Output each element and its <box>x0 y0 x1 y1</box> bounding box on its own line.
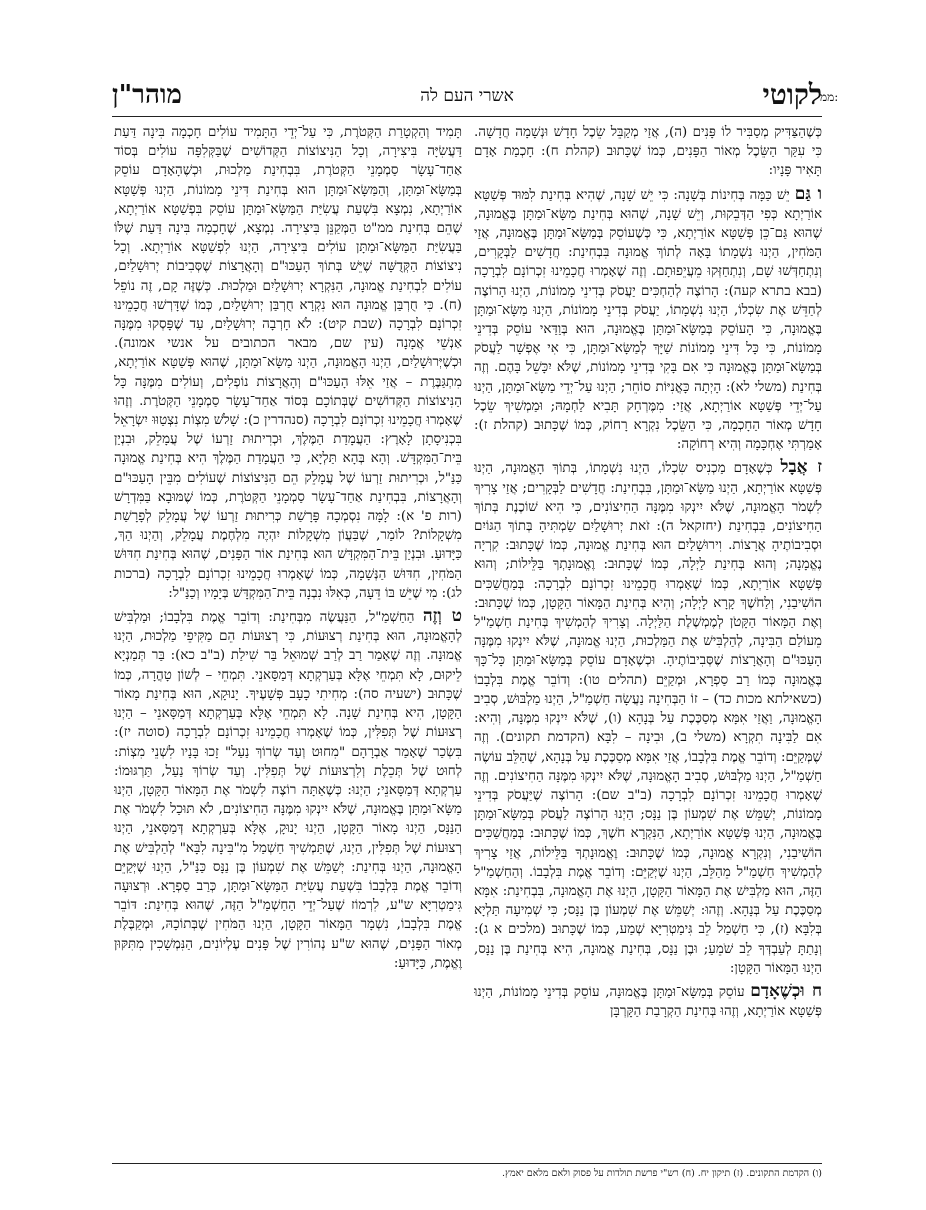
paragraph-text: כְּשֶׁהַצַּדִּיק מְסַבִּיר לוֹ פָּנִים (ה), אֲזַי מְקַבֵּל שֵׂכֶל חָדָשׁ וּנְשָׁמָה חֲדָשָׁה. כִּי עִקַּר הַשֵּׂכֶל מְאוֹר הַפָּנִים, כְּמוֹ שֶׁכָּתוּב (קהלת ח): חָכְמַת אָדָם תָּאִיר פָּנָיו: <box>474 125 822 179</box>
left-column <box>114 122 462 1180</box>
paragraph-text: תָּמִיד וְהַקְטָרַת הַקְּטֹרֶת, כִּי עַל־יְדֵי הַתָּמִיד עוֹלִים חָכְמָה בִּינָה דַּעַת דַּעֲשִׂיָּה בִּיצִירָה, וְכָל הַנִּיצוֹצוֹת הַקְּדוֹשִׁים שֶׁבַּקְּלִפָּה עוֹלִים בְּסוֹד אַחַד־עָשָׂר סַמְמָנֵי הַקְּטֹרֶת, בִּבְחִינַת מַלְכוּת, וּכְשֶׁהָאָדָם עוֹסֵק בְּמַשָּׂא־וּמַתָּן, וְהַמַּשָּׂא־וּמַתָּן הוּא בְּחִינַת דִּינֵי מָמוֹנוֹת, הַיְנוּ פְּשַׁטָּא אוֹרַיְתָא, נִמְצָא בִּשְׁעַת עֲשִׂיַּת הַמַּשָּׂא־וּמַתָּן עוֹסֵק בִּפְשַׁטָּא אוֹרַיְתָא, שֶׁהֵם בְּחִינַת ממ"ט הַמְּקַנֵּן בִּיצִירָה. נִמְצָא, שֶׁחָכְמָה בִּינָה דַּעַת שֶׁלּוֹ בַּעֲשִׂיַּת הַמַּשָּׂא־וּמַתָּן עוֹלִים בִּיצִירָה, הַיְנוּ לִפְשַׁטָּא אוֹרַיְתָא. וְכָל נִיצוֹצוֹת הַקְּדֻשָּׁה שֶׁיֵּשׁ בְּתוֹךְ הָעַכּוּ"ם וְהָאֲרָצוֹת שֶׁסְּבִיבוֹת יְרוּשָׁלַיִם, עוֹלִים לִבְחִינַת אֱמוּנָה, הַנִּקְרָא יְרוּשָׁלַיִם וּמַלְכוּת. כְּשֶׁזֶּה קָם, זֶה נוֹפֵל (ח). כִּי חֻרְבַּן אֱמוּנָה הוּא נִקְרָא חֻרְבַּן יְרוּשָׁלַיִם, כְּמוֹ שֶׁדָּרְשׁוּ חֲכָמֵינוּ זִכְרוֹנָם לִבְרָכָה (שבת קיט): לֹא חָרְבָה יְרוּשָׁלַיִם, עַד שֶׁפָּסְקוּ מִמֶּנָּה אַנְשֵׁי אֲמָנָה (עין שם, מבאר הכתובים על אנשי אמונה). וּכְשֶׁיְּרוּשָׁלַיִם, הַיְנוּ הָאֱמוּנָה, הַיְנוּ מַשָּׂא־וּמַתָּן, שֶׁהוּא פְּשַׁטָּא אוֹרַיְתָא, מִתְגַּבֶּרֶת – אֲזַי אֵלּוּ הָעַכּוּ"ם וְהָאֲרָצוֹת נוֹפְלִים, וְעוֹלִים מִמֶּנָּה כָּל הַנִּיצוֹצוֹת הַקְּדוֹשִׁים שֶׁבְּתוֹכָם בְּסוֹד אַחַד־עָשָׂר סַמְמָנֵי הַקְּטֹרֶת. וְזֶהוּ שֶׁאָמְרוּ חֲכָמֵינוּ זִכְרוֹנָם לִבְרָכָה (סנהדרין כ): שָׁלֹשׁ מִצְוֹת נִצְטַוּוּ יִשְׂרָאֵל בִּכְנִיסָתָן לָאָרֶץ: הַעֲמָדַת הַמֶּלֶךְ, וּכְרִיתוּת זַרְעוֹ שֶׁל עֲמָלֵק, וּבִנְיַן בֵּית־הַמִּקְדָּשׁ. וְהָא בְּהָא תַּלְיָא, כִּי הַעֲמָדַת הַמֶּלֶךְ הִיא בְּחִינַת אֱמוּנָה כַּנַּ"ל, וּכְרִיתוּת זַרְעוֹ שֶׁל עֲמָלֵק הֵם הַנִּיצוֹצוֹת שֶׁעוֹלִים מִבֵּין הָעַכּוּ"ם וְהָאֲרָצוֹת, בִּבְחִינַת אַחַד־עָשָׂר סַמְמָנֵי הַקְּטֹרֶת, כְּמוֹ שֶׁמּוּבָא בַּמִּדְרָשׁ (רות פ' א): לָמָּה נִסְמְכָה פָּרָשַׁת כְּרִיתוּת זַרְעוֹ שֶׁל עֲמָלֵק לְפָרָשַׁת מִשְׁקָלוֹת? לוֹמַר, שֶׁבַּעֲוֹן מִשְׁקָלוֹת יִהְיֶה מִלְחֶמֶת עֲמָלֵק, וְהַיְנוּ הַךְ, כַּיָּדוּעַ. וּבִנְיַן בֵּית־הַמִּקְדָּשׁ הוּא בְּחִינַת אוֹר הַפָּנִים, שֶׁהוּא בְּחִינַת חִדּוּשׁ הַמֹּחִין, חִדּוּשׁ הַנְּשָׁמָה, כְּמוֹ שֶׁאָמְרוּ חֲכָמֵינוּ זִכְרוֹנָם לִבְרָכָה (ברכות לג): מִי שֶׁיֵּשׁ בּוֹ דֵּעָה, כְּאִלּוּ נִבְנָה בֵּית־הַמִּקְדָּשׁ בְּיָמָיו וְכַנַּ"ל: <box>114 125 462 601</box>
paragraph <box>474 185 822 455</box>
paragraph <box>114 122 462 603</box>
book-title-right: לקוטי <box>762 78 822 111</box>
section-lead: ו גַּם <box>794 183 822 204</box>
paragraph-text: הַחַשְׁמַ"ל, הַנַּעֲשֶׂה מִבְּחִינַת: וְדוֹבֵר אֱמֶת בִּלְבָבוֹ; וּמַלְבִּישׁ לְהָאֱמוּנָה, הוּא בְּחִינַת רְצוּעוֹת, כִּי רְצוּעוֹת הֵם מַקִּיפֵי מַלְכוּת, הַיְנוּ אֱמוּנָה. וְזֶה שֶׁאָמַר רַב לְרַב שְׁמוּאֵל בַּר שִׁילַת (ב"ב כא): בַּר תְּמַנְיָא לֵיקוּם, לָא תִּמְחֵי אֶלָּא בְּעַרְקְתָא דְּמַסָּאנֵי. תִּמְחֵי – לְשׁוֹן טָהֳרָה, כְּמוֹ שֶׁכָּתוּב (ישעיה סה): מְחִיתִי כָעָב פְּשָׁעֶיךָ. יָנוּקָא, הוּא בְּחִינַת מָאוֹר הַקָּטָן, הִיא בְּחִינַת שָׁנָה. לָא תִּמְחֵי אֶלָּא בְּעַרְקְתָא דְּמַסָּאנֵי – הַיְנוּ רְצוּעוֹת שֶׁל תְּפִלִּין, כְּמוֹ שֶׁאָמְרוּ חֲכָמֵינוּ זִכְרוֹנָם לִבְרָכָה (סוטה יז): בִּשְׂכַר שֶׁאָמַר אַבְרָהָם "מִחוּט וְעַד שְׂרוֹךְ נַעַל" זָכוּ בָּנָיו לִשְׁנֵי מִצְוֹת: לְחוּט שֶׁל תְּכֵלֶת וְלִרְצוּעוֹת שֶׁל תְּפִלִּין. וְעַד שְׂרוֹךְ נַעַל, תַּרְגּוּמוֹ: עַרְקְתָא דְּמַסָּאנֵי; הַיְנוּ: כְּשֶׁאַתָּה רוֹצֶה לִשְׁמֹר אֶת הַמָּאוֹר הַקָּטָן, הַיְנוּ מַשָּׂא־וּמַתָּן בֶּאֱמוּנָה, שֶׁלֹּא יִינְקוּ מִמֶּנָּה הַחִיצוֹנִים, לֹא תּוּכַל לִשְׁמֹר אֶת הַנַּנָּס, הַיְנוּ מָאוֹר הַקָּטָן, הַיְנוּ יָנוּקָ, אֶלָּא בְּעַרְקְתָא דְּמַסָּאנֵי, הַיְנוּ רְצוּעוֹת שֶׁל תְּפִלִּין, הַיְנוּ, שֶׁתַּמְשִׁיךְ חַשְׁמַל מִ"בִּינָה לִבָּא" לְהַלְבִּישׁ אֶת הָאֱמוּנָה, הַיְנוּ בְּחִינַת: יְשַׁמֵּשׁ אֶת שִׁמְעוֹן בֶּן נַנָּס כַּנַּ"ל, הַיְנוּ שֶׁיְּקַיֵּם וְדוֹבֵר אֱמֶת בִּלְבָבוֹ בִּשְׁעַת עֲשִׂיַּת הַמַּשָּׂא־וּמַתָּן, כְּרַב סַפְרָא. וּרְצוּעָה גִּימַטְרִיָּא ש"ע, לִרְמוֹז שֶׁעַל־יְדֵי הַחַשְׁמַ"ל הַזֶּה, שֶׁהוּא בְּחִינַת: דּוֹבֵר אֱמֶת בִּלְבָבוֹ, נִשְׁמָר הַמָּאוֹר הַקָּטָן, הַיְנוּ הַמֹּחִין שֶׁבְּתוֹכָהּ, וּמְקַבֶּלֶת מְאוֹר הַפָּנִים, שֶׁהוּא ש"ע נְהוֹרִין שֶׁל פָּנִים עֶלְיוֹנִים, הַנִּמְשָׁכִין מִתִּקּוּן וֶאֱמֶת, כַּיָּדוּעַ: <box>114 610 462 971</box>
paragraph <box>474 458 822 977</box>
paragraph <box>114 607 462 973</box>
right-column <box>474 122 822 1180</box>
section-lead: ט וְזֶה <box>422 606 462 627</box>
paragraph-text: יֵשׁ כַּמָּה בְּחִינוֹת בְּשָׁנָה: כִּי יֵשׁ שָׁנָה, שֶׁהִיא בְּחִינַת לִמּוּד פְּשַׁטָּא אוֹרַיְתָא כְּפִי הַדְּבֵקוּת, וְיֵשׁ שָׁנָה, שֶׁהוּא בְּחִינַת מַשָּׂא־וּמַתָּן בֶּאֱמוּנָה, שֶׁהוּא גַּם־כֵּן פְּשַׁטָּא אוֹרַיְתָא, כִּי כְּשֶׁעוֹסֵק בְּמַשָּׂא־וּמַתָּן בֶּאֱמוּנָה, אֲזַי הַמֹּחִין, הַיְנוּ נִשְׁמָתוֹ בָּאָה לְתוֹךְ אֱמוּנָה בִּבְחִינַת: חֲדָשִׁים לַבְּקָרִים, וְנִתְחַדְּשׁוּ שָׁם, וְנִתְחַזְּקוּ מֵעֲיֵפוּתָם. וְזֶה שֶׁאָמְרוּ חֲכָמֵינוּ זִכְרוֹנָם לִבְרָכָה (בבא בתרא קעה): הָרוֹצֶה לְהַחְכִּים יַעֲסֹק בְּדִינֵי מָמוֹנוֹת, הַיְנוּ הָרוֹצֶה לְחַדֵּשׁ אֶת שִׂכְלוֹ, הַיְנוּ נִשְׁמָתוֹ, יַעֲסֹק בְּדִינֵי מָמוֹנוֹת, הַיְנוּ מַשָּׂא־וּמַתָּן בֶּאֱמוּנָה, כִּי הָעוֹסֵק בְּמַשָּׂא־וּמַתָּן בֶּאֱמוּנָה, הוּא בְּוַדַּאי עוֹסֵק בְּדִינֵי מָמוֹנוֹת, כִּי כָּל דִּינֵי מָמוֹנוֹת שַׁיָּךְ לְמַשָּׂא־וּמַתָּן, כִּי אִי אֶפְשָׁר לַעֲסֹק בְּמַשָּׂא־וּמַתָּן בֶּאֱמוּנָה כִּי אִם בָּקִי בְּדִינֵי מָמוֹנוֹת, שֶׁלֹּא יִכָּשֵׁל בָּהֶם. וְזֶה בְּחִינַת (משלי לא): הָיְתָה כָּאֳנִיּוֹת סוֹחֵר; הַיְנוּ עַל־יְדֵי מַשָּׂא־וּמַתָּן, הַיְנוּ עַל־יְדֵי פְּשַׁטָּא אוֹרַיְתָא, אֲזַי: מִמֶּרְחָק תָּבִיא לַחְמָהּ; וּמַמְשִׁיךְ שֵׂכֶל חָדָשׁ מְאוֹר הַחָכְמָה, כִּי הַשֵּׂכֶל נִקְרָא רָחוֹק, כְּמוֹ שֶׁכָּתוּב (קהלת ז): אָמַרְתִּי אֶחְכָּמָה וְהִיא רְחוֹקָה: <box>474 187 822 453</box>
footnote-divider <box>112 1163 822 1164</box>
book-title-left: מוהר"ן <box>112 80 182 110</box>
paragraph-text: כְּשֶׁאָדָם מַכְנִיס שִׂכְלוֹ, הַיְנוּ נִשְׁמָתוֹ, בְּתוֹךְ הָאֱמוּנָה, הַיְנוּ פְּשַׁטָּא אוֹרַיְתָא, הַיְנוּ מַשָּׂא־וּמַתָּן, בִּבְחִינַת: חֲדָשִׁים לַבְּקָרִים; אֲזַי צָרִיךְ לִשְׁמֹר הָאֱמוּנָה, שֶׁלֹּא יִינְקוּ מִמֶּנָּה הַחִיצוֹנִים, כִּי הִיא שׁוֹכֶנֶת בְּתוֹךְ הַחִיצוֹנִים, בִּבְחִינַת (יחזקאל ה): זֹאת יְרוּשָׁלַיִם שַׂמְתִּיהָ בְּתוֹךְ הַגּוֹיִם וּסְבִיבוֹתֶיהָ אֲרָצוֹת. וִירוּשָׁלַיִם הוּא בְּחִינַת אֱמוּנָה, כְּמוֹ שֶׁכָּתוּב: קִרְיָה נֶאֱמָנָה; וְהוּא בְּחִינַת לַיְלָה, כְּמוֹ שֶׁכָּתוּב: וֶאֱמוּנָתְךָ בַּלֵּילוֹת; וְהוּא פְּשַׁטָּא אוֹרַיְתָא, כְּמוֹ שֶׁאָמְרוּ חֲכָמֵינוּ זִכְרוֹנָם לִבְרָכָה: בְּמַחֲשַׁכִּים הוֹשִׁיבַנִי, וְלַחֹשֶׁךְ קָרָא לָיְלָה; וְהִיא בְּחִינַת הַמָּאוֹר הַקָּטָן, כְּמוֹ שֶׁכָּתוּב: וְאֶת הַמָּאוֹר הַקָּטֹן לְמֶמְשֶׁלֶת הַלַּיְלָה. וְצָרִיךְ לְהַמְשִׁיךְ בְּחִינַת חַשְׁמַ"ל מֵעוֹלַם הַבִּינָה, לְהַלְבִּישׁ אֶת הַמַּלְכוּת, הַיְנוּ אֱמוּנָה, שֶׁלֹּא יִינְקוּ מִמֶּנָּה הָעַכּוּ"ם וְהָאֲרָצוֹת שֶׁסְּבִיבוֹתֶיהָ. וּכְשֶׁאָדָם עוֹסֵק בְּמַשָּׂא־וּמַתָּן כָּל־כָּךְ בֶּאֱמוּנָה כְּמוֹ רַב סַפְרָא, וּמְקַיֵּם (תהלים טו): וְדוֹבֵר אֱמֶת בִּלְבָבוֹ (כשאילתא מכות כד) – זוֹ הַבְּחִינָה נַעֲשָׂה חַשְׁמַ"ל, הַיְנוּ מַלְבּוּשׁ, סְבִיב הָאֱמוּנָה, וַאֲזַי אִמָּא מְסַכֶּכֶת עַל בְּנָהָא (ו), שֶׁלֹּא יִינְקוּ מִמֶּנָּה, וְהִיא: אִם לַבִּינָה תִקְרָא (משלי ב), וּבִינָה – לִבָּא (הקדמת תקונים). וְזֶה שֶׁמְּקַיֵּם: וְדוֹבֵר אֱמֶת בִּלְבָבוֹ, אֲזַי אִמָּא מְסַכֶּכֶת עַל בְּנָהָא, שֶׁהַלֵּב עוֹשֶׂה חַשְׁמַ"ל, הַיְנוּ מַלְבּוּשׁ, סְבִיב הָאֱמוּנָה, שֶׁלֹּא יִינְקוּ מִמֶּנָּה הַחִיצוֹנִים. וְזֶה שֶׁאָמְרוּ חֲכָמֵינוּ זִכְרוֹנָם לִבְרָכָה (ב"ב שם): הָרוֹצֶה שֶׁיַּעֲסֹק בְּדִינֵי מָמוֹנוֹת, יְשַׁמֵּשׁ אֶת שִׁמְעוֹן בֶּן נַנָּס; הַיְנוּ הָרוֹצֶה לַעֲסֹק בְּמַשָּׂא־וּמַתָּן בֶּאֱמוּנָה, הַיְנוּ פְּשַׁטָּא אוֹרַיְתָא, הַנִּקְרָא חֹשֶׁךְ, כְּמוֹ שֶׁכָּתוּב: בְּמַחֲשַׁכִּים הוֹשִׁיבַנִי, וְנִקְרָא אֱמוּנָה, כְּמוֹ שֶׁכָּתוּב: וֶאֱמוּנָתְךָ בַּלֵּילוֹת, אֲזַי צָרִיךְ לְהַמְשִׁיךְ חַשְׁמַ"ל מֵהַלֵּב, הַיְנוּ שֶׁיְּקַיֵּם: וְדוֹבֵר אֱמֶת בִּלְבָבוֹ. וְהַחַשְׁמַ"ל הַזֶּה, הוּא מַלְבִּישׁ אֶת הַמָּאוֹר הַקָּטָן, הַיְנוּ אֶת הָאֱמוּנָה, בִּבְחִינַת: אִמָּא מְסַכֶּכֶת עַל בְּנָהָא. וְזֶהוּ: יְשַׁמֵּשׁ אֶת שִׁמְעוֹן בֶּן נַנָּס; כִּי שְׁמִיעָה תַּלְיָא בְּלִבָּא (ז), כִּי חַשְׁמַל לֵב גִּימַטְרִיָּא שְׁמַע, כְּמוֹ שֶׁכָּתוּב (מלכים א ג): וְנָתַתָּ לְעַבְדְּךָ לֵב שֹׁמֵעַ; וּבֶן נַנָּס, בְּחִינַת אֱמוּנָה, הִיא בְּחִינַת בֶּן נַנָּס, הַיְנוּ הַמָּאוֹר הַקָּטָן: <box>474 461 822 976</box>
paragraph <box>474 982 822 1021</box>
section-lead: ח וּכְשֶׁאָדָם <box>750 980 822 1001</box>
section-lead: ז אֲבָל <box>780 457 822 478</box>
footnote: (ו) הקדמת התקונים. (ז) תיקון יח. (ח) רש"י פרשת תולדות על פסוק ולאם מלאם יאמץ. <box>501 1168 822 1179</box>
header-divider <box>112 116 822 117</box>
section-title: אשרי העם לה <box>420 86 514 106</box>
page-header <box>112 78 822 114</box>
paragraph <box>474 122 822 181</box>
paragraph-text: עוֹסֵק בְּמַשָּׂא־וּמַתָּן בֶּאֱמוּנָה, עוֹסֵק בְּדִינֵי מָמוֹנוֹת, הַיְנוּ פְּשַׁטָּא אוֹרַיְתָא, וְזֶהוּ בְּחִינַת הַקְרָבַת הַקָּרְבָּן <box>474 984 822 1020</box>
page-number: ממ: <box>820 90 839 104</box>
